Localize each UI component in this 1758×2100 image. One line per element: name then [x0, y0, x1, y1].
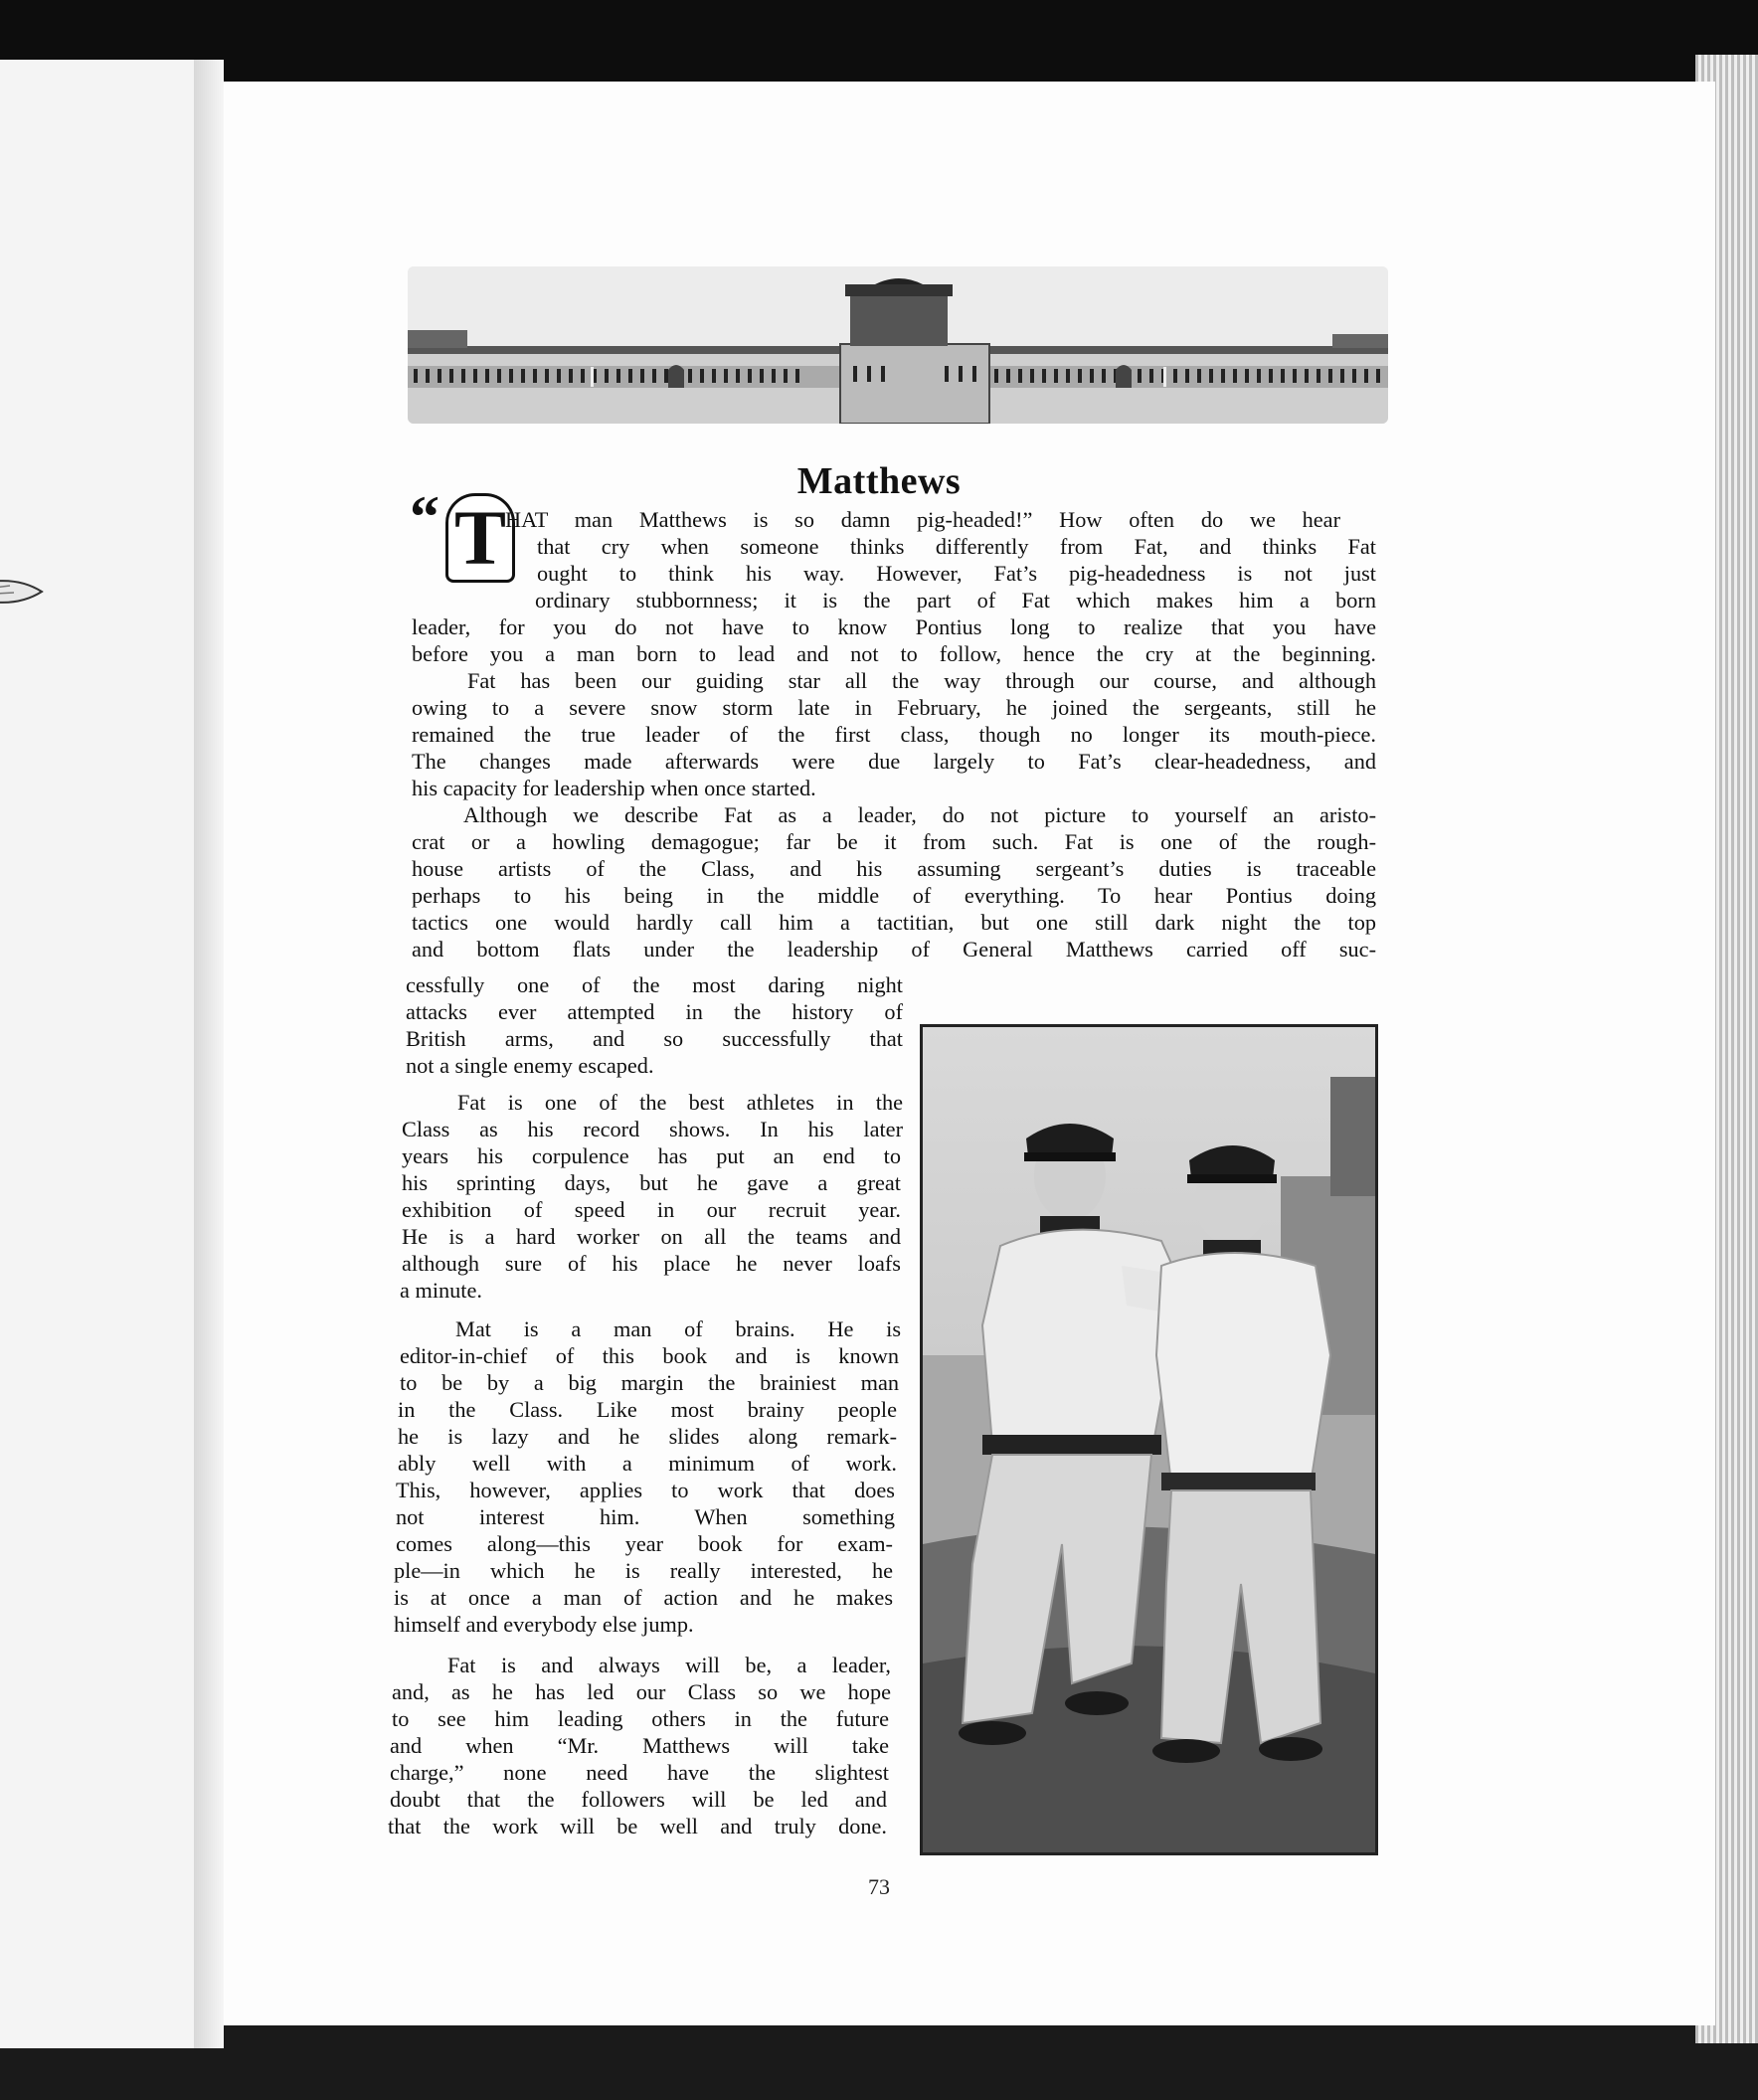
body-line: house artists of the Class, and his assuming sergeant’s duties is traceable [412, 856, 1376, 881]
column-line: He is a hard worker on all the teams and [402, 1224, 901, 1249]
column-line: doubt that the followers will be led and [390, 1787, 887, 1812]
column-line: and, as he has led our Class so we hope [392, 1679, 891, 1704]
book-gutter [194, 60, 224, 2048]
column-line: to be by a big margin the brainiest man [400, 1370, 899, 1395]
column-line: Fat is one of the best athletes in the [457, 1090, 903, 1115]
column-line: charge,” none need have the slightest [390, 1760, 889, 1785]
column-line: exhibition of speed in our recruit year. [402, 1197, 901, 1222]
ornament-icon [0, 572, 48, 612]
left-page [0, 60, 212, 2048]
first-line-3: ought to think his way. However, Fat’s pig-headedness is not just [537, 561, 1376, 586]
column-line: ple—in which he is really interested, he [394, 1558, 893, 1583]
body-line: remained the true leader of the first class, though no longer its mouth-piece. [412, 722, 1376, 747]
column-line: he is lazy and he slides along remark- [398, 1424, 897, 1449]
body-line: The changes made afterwards were due largely to Fat’s clear-headedness, and [412, 749, 1376, 774]
column-line: to see him leading others in the future [392, 1706, 889, 1731]
column-line: not a single enemy escaped. [406, 1053, 654, 1078]
body-line: before you a man born to lead and not to follow, hence the cry at the beginning. [412, 641, 1376, 666]
fort-banner-illustration [408, 266, 1388, 424]
column-line: This, however, applies to work that does [396, 1478, 895, 1502]
column-line: is at once a man of action and he makes [394, 1585, 893, 1610]
body-line: owing to a severe snow storm late in February, he joined the sergeants, still he [412, 695, 1376, 720]
column-line: British arms, and so successfully that [406, 1026, 903, 1051]
cadets-photograph [920, 1024, 1378, 1855]
column-line: that the work will be well and truly done. [388, 1814, 887, 1838]
body-line: and bottom flats under the leadership of General Matthews carried off suc- [412, 937, 1376, 962]
column-line: although sure of his place he never loafs [402, 1251, 901, 1276]
column-line: attacks ever attempted in the history of [406, 999, 903, 1024]
body-line: leader, for you do not have to know Pontius long to realize that you have [412, 614, 1376, 639]
body-line: Although we describe Fat as a leader, do not picture to yourself an aristo- [463, 802, 1376, 827]
column-line: ably well with a minimum of work. [398, 1451, 897, 1476]
column-line: editor-in-chief of this book and is known [400, 1343, 899, 1368]
column-line: comes along—this year book for exam- [396, 1531, 893, 1556]
drop-cap-letter: T [445, 493, 515, 583]
column-line: years his corpulence has put an end to [402, 1143, 901, 1168]
page-number: 73 [868, 1874, 890, 1899]
column-line: not interest him. When something [396, 1504, 895, 1529]
body-line: crat or a howling demagogue; far be it from such. Fat is one of the rough- [412, 829, 1376, 854]
scan-background [0, 0, 1758, 89]
body-line: tactics one would hardly call him a tactitian, but one still dark night the top [412, 910, 1376, 935]
column-line: in the Class. Like most brainy people [398, 1397, 897, 1422]
body-line: Fat has been our guiding star all the way through our course, and although [467, 668, 1376, 693]
column-line: Fat is and always will be, a leader, [447, 1653, 891, 1677]
column-line: Mat is a man of brains. He is [455, 1316, 901, 1341]
column-line: a minute. [400, 1278, 482, 1303]
opening-quote-mark: “ [410, 484, 440, 550]
first-line-1: HAT man Matthews is so damn pig-headed!” How often do we hear [505, 507, 1340, 532]
body-line: perhaps to his being in the middle of everything. To hear Pontius doing [412, 883, 1376, 908]
column-line: his sprinting days, but he gave a great [402, 1170, 901, 1195]
column-line: cessfully one of the most daring night [406, 972, 903, 997]
first-line-4: ordinary stubbornness; it is the part of Fat which makes him a born [535, 588, 1376, 612]
article-title: Matthews [796, 460, 962, 502]
column-line: and when “Mr. Matthews will take [390, 1733, 889, 1758]
first-line-2: that cry when someone thinks differently from Fat, and thinks Fat [537, 534, 1376, 559]
column-line: Class as his record shows. In his later [402, 1117, 903, 1141]
body-line: his capacity for leadership when once started. [412, 776, 816, 800]
column-line: himself and everybody else jump. [394, 1612, 694, 1637]
